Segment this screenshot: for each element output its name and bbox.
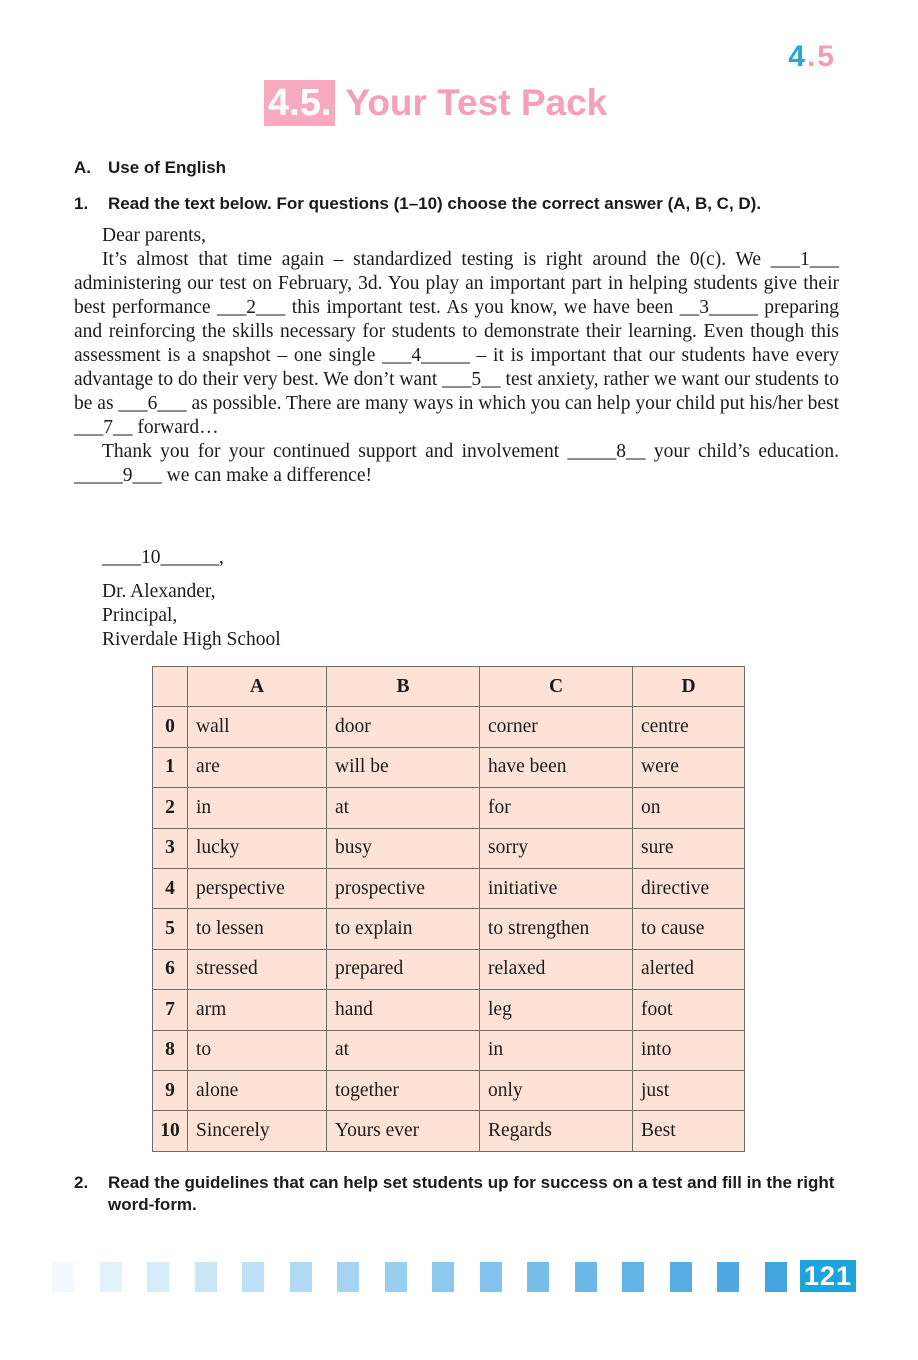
option-cell: to strengthen <box>480 909 633 949</box>
table-header-row <box>153 667 745 707</box>
signature-name: Dr. Alexander, <box>102 581 216 602</box>
footer-strip-square <box>765 1262 787 1292</box>
row-number-cell: 4 <box>153 868 188 908</box>
table-header-cell: D <box>633 667 745 707</box>
option-cell: at <box>327 788 480 828</box>
option-cell: corner <box>480 707 633 747</box>
letter-paragraph-2: Thank you for your continued support and involvement _____8__ your child’s education. _____9___ we can make a difference! <box>74 441 839 486</box>
option-cell: just <box>633 1070 745 1110</box>
footer-strip-square <box>717 1262 739 1292</box>
signature-school: Riverdale High School <box>102 629 281 650</box>
footer-strip-square <box>527 1262 549 1292</box>
option-cell: hand <box>327 990 480 1030</box>
signature-title: Principal, <box>102 605 178 626</box>
option-cell: arm <box>188 990 327 1030</box>
section-a-heading <box>74 158 226 178</box>
option-cell: directive <box>633 868 745 908</box>
option-cell: in <box>188 788 327 828</box>
section-a-title: Use of English <box>108 158 227 177</box>
option-cell: are <box>188 747 327 787</box>
row-number-cell: 7 <box>153 990 188 1030</box>
row-number-cell: 0 <box>153 707 188 747</box>
table-row <box>153 1030 745 1070</box>
table-row <box>153 828 745 868</box>
option-cell: into <box>633 1030 745 1070</box>
question1-number: 1. <box>74 194 89 213</box>
option-cell: to <box>188 1030 327 1070</box>
row-number-cell: 10 <box>153 1111 188 1151</box>
option-cell: to explain <box>327 909 480 949</box>
answer-options-table <box>152 666 745 1152</box>
option-cell: alerted <box>633 949 745 989</box>
option-cell: sorry <box>480 828 633 868</box>
option-cell: prospective <box>327 868 480 908</box>
title-text: Your Test Pack <box>345 82 608 123</box>
footer-strip-square <box>147 1262 169 1292</box>
option-cell: will be <box>327 747 480 787</box>
option-cell: to lessen <box>188 909 327 949</box>
section-a-letter: A. <box>74 158 91 177</box>
footer-strip-square <box>622 1262 644 1292</box>
option-cell: have been <box>480 747 633 787</box>
option-cell: only <box>480 1070 633 1110</box>
option-cell: alone <box>188 1070 327 1110</box>
row-number-cell: 9 <box>153 1070 188 1110</box>
option-cell: wall <box>188 707 327 747</box>
footer-strip-square <box>480 1262 502 1292</box>
corner-number-sub: .5 <box>806 40 836 73</box>
option-cell: relaxed <box>480 949 633 989</box>
table-row <box>153 747 745 787</box>
table-header-cell: C <box>480 667 633 707</box>
table-row <box>153 707 745 747</box>
footer-strip-square <box>432 1262 454 1292</box>
row-number-cell: 3 <box>153 828 188 868</box>
option-cell: for <box>480 788 633 828</box>
footer-gradient-strip <box>52 1262 812 1292</box>
option-cell: together <box>327 1070 480 1110</box>
option-cell: foot <box>633 990 745 1030</box>
table-row <box>153 949 745 989</box>
option-cell: were <box>633 747 745 787</box>
option-cell: prepared <box>327 949 480 989</box>
option-cell: sure <box>633 828 745 868</box>
letter-body <box>74 224 839 488</box>
option-cell: busy <box>327 828 480 868</box>
footer-strip-square <box>52 1262 74 1292</box>
footer-strip-square <box>337 1262 359 1292</box>
row-number-cell: 1 <box>153 747 188 787</box>
option-cell: to cause <box>633 909 745 949</box>
table-header-cell: B <box>327 667 480 707</box>
question2-heading <box>74 1172 854 1216</box>
row-number-cell: 2 <box>153 788 188 828</box>
footer-strip-square <box>195 1262 217 1292</box>
table-row <box>153 868 745 908</box>
question1-heading <box>74 194 761 214</box>
letter-paragraph-1: It’s almost that time again – standardized testing is right around the 0(c). We ___1___ administering our test on February, 3d. You play an important part in helping students give their best performance ___2___ this important test. As you know, we have been __3_____ preparing and reinforcing the skills necessary for students to demonstrate their learning. Even though this assessment is a snapshot – one single ___4_____ – it is important that our students have every advantage to do their very best. We don’t want ___5__ test anxiety, rather we want our students to be as ___6___ as possible. There are many ways in which you can help your child put his/her best ___7__ forward… <box>74 249 839 438</box>
row-number-cell: 6 <box>153 949 188 989</box>
option-cell: stressed <box>188 949 327 989</box>
footer-strip-square <box>575 1262 597 1292</box>
table-header-cell <box>153 667 188 707</box>
option-cell: leg <box>480 990 633 1030</box>
option-cell: door <box>327 707 480 747</box>
corner-number-main: 4 <box>788 40 807 73</box>
option-cell: in <box>480 1030 633 1070</box>
table-header-cell: A <box>188 667 327 707</box>
row-number-cell: 5 <box>153 909 188 949</box>
footer-strip-square <box>290 1262 312 1292</box>
footer-strip-square <box>100 1262 122 1292</box>
footer-strip-square <box>385 1262 407 1292</box>
row-number-cell: 8 <box>153 1030 188 1070</box>
option-cell: initiative <box>480 868 633 908</box>
table-row <box>153 1070 745 1110</box>
question2-number: 2. <box>74 1173 89 1192</box>
corner-section-number <box>788 40 836 74</box>
letter-greeting: Dear parents, <box>102 225 206 246</box>
question1-instruction: Read the text below. For questions (1–10) choose the correct answer (A, B, C, D). <box>108 194 762 213</box>
option-cell: Sincerely <box>188 1111 327 1151</box>
page-title <box>264 80 607 126</box>
table-row <box>153 909 745 949</box>
option-cell: centre <box>633 707 745 747</box>
option-cell: on <box>633 788 745 828</box>
option-cell: perspective <box>188 868 327 908</box>
page-number: 121 <box>800 1260 856 1292</box>
footer-strip-square <box>242 1262 264 1292</box>
table-row <box>153 788 745 828</box>
title-number-badge: 4.5. <box>264 80 335 126</box>
question2-instruction: Read the guidelines that can help set students up for success on a test and fill in the right word-form. <box>108 1173 835 1214</box>
option-cell: Regards <box>480 1111 633 1151</box>
option-cell: Yours ever <box>327 1111 480 1151</box>
option-cell: Best <box>633 1111 745 1151</box>
table-row <box>153 990 745 1030</box>
footer-strip-square <box>670 1262 692 1292</box>
option-cell: at <box>327 1030 480 1070</box>
table-row <box>153 1111 745 1151</box>
letter-sign-off: ____10______, <box>102 547 224 568</box>
option-cell: lucky <box>188 828 327 868</box>
